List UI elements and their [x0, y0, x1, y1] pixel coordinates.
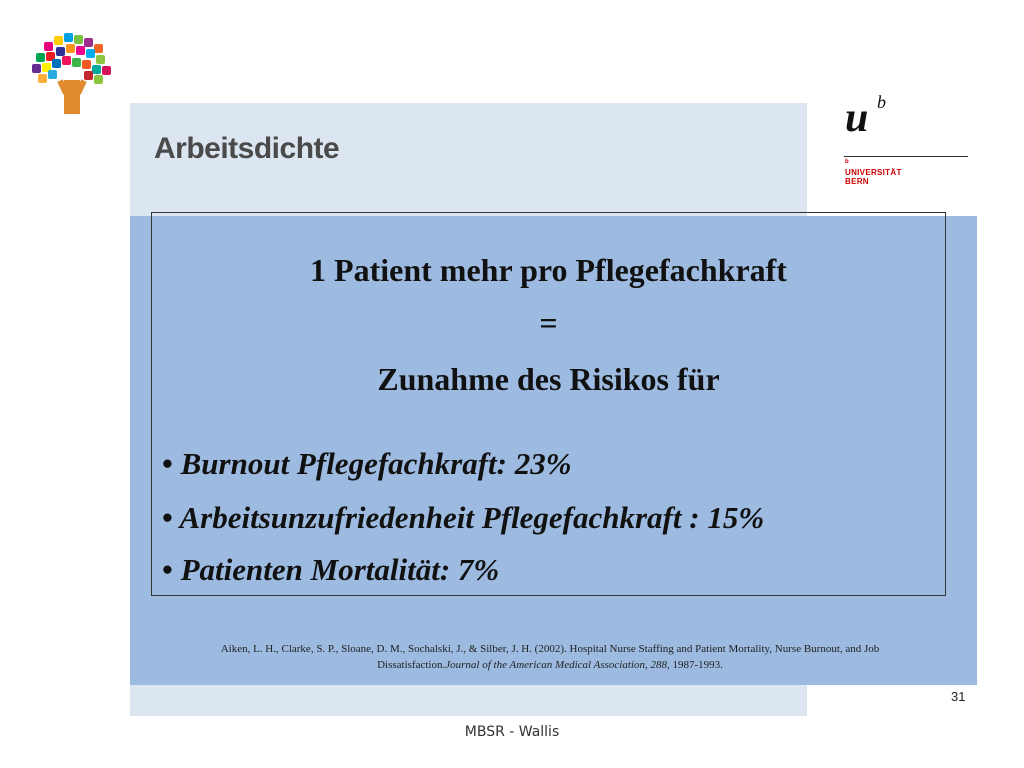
citation-line-2 — [170, 657, 930, 673]
citation — [170, 641, 930, 673]
unibe-logo-rule — [844, 156, 968, 157]
bullet-text: Arbeitsunzufriedenheit Pflegefachkraft : 15% — [179, 500, 765, 535]
bullet-marker: • — [162, 552, 173, 587]
bullet-marker: • — [162, 500, 173, 535]
unibe-logo-small-b: b — [845, 159, 849, 165]
footer-text: MBSR - Wallis — [464, 724, 560, 740]
tree-logo-icon — [26, 28, 118, 116]
headline-patient-ratio: 1 Patient mehr pro Pflegefachkraft — [310, 252, 787, 288]
bullet-patient-mortality — [162, 552, 499, 588]
bullet-marker: • — [162, 446, 173, 481]
citation-journal: Journal of the American Medical Association, 288, — [445, 659, 670, 671]
unibe-logo-name: UNIVERSITÄT BERN — [845, 168, 902, 186]
bullet-job-dissatisfaction — [162, 500, 764, 536]
bullet-text: Patienten Mortalität: 7% — [180, 552, 500, 587]
citation-line-1: Aiken, L. H., Clarke, S. P., Sloane, D. M., Sochalski, J., & Silber, J. H. (2002). Hospital Nurse Staffing and Patient Mortality, Nurse Burnout, and Job — [220, 643, 880, 655]
bullet-text: Burnout Pflegefachkraft: 23% — [180, 446, 572, 481]
slide-title: Arbeitsdichte — [154, 132, 340, 165]
citation-title-end: Dissatisfaction. — [377, 659, 446, 671]
headline-risk-increase: Zunahme des Risikos für — [377, 361, 720, 397]
university-bern-logo — [843, 92, 968, 192]
citation-pages: 1987-1993. — [669, 659, 723, 671]
unibe-logo-u: u — [845, 95, 869, 141]
headline-equals: = — [539, 305, 558, 341]
slide-number: 31 — [951, 689, 966, 704]
unibe-logo-b: b — [877, 92, 886, 112]
bullet-burnout — [162, 446, 572, 482]
